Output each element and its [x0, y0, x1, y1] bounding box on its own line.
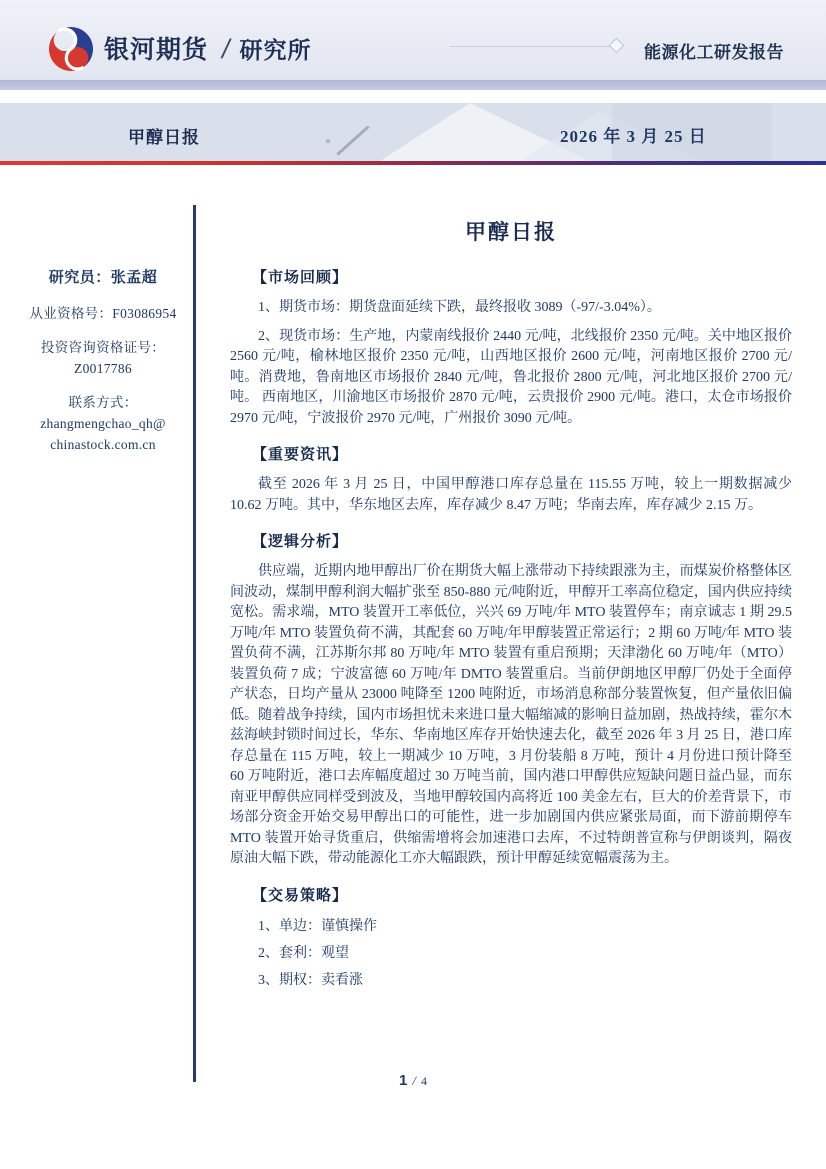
banner-report-date: 2026 年 3 月 25 日 — [560, 127, 707, 146]
page-footer — [0, 1072, 826, 1090]
contact-email-part1: zhangmengchao_qh@ — [40, 416, 166, 431]
practice-license-number: 从业资格号：F03086954 — [29, 306, 177, 321]
section-heading-important-news: 【重要资讯】 — [252, 447, 349, 463]
page-separator: / — [412, 1073, 416, 1088]
researcher-name: 研究员：张孟超 — [48, 270, 158, 286]
brand-slash: / — [222, 34, 230, 64]
paragraph-logic-analysis: 供应端，近期内地甲醇出厂价在期货大幅上涨带动下持续跟涨为主，而煤炭价格整体区间波动，煤制甲醇利润大幅扩张至 850-880 元/吨附近，甲醇开工率高位稳定，国内供应持续宽松。需求端，MTO 装置开工率低位，兴兴 69 万吨/年 MTO 装置停车；南京诚志 1 期 29.5 万吨/年 MTO 装置负荷不满，其配套 60 万吨/年甲醇装置正常运行；2 期 60 万吨/年 MTO 装置负荷不满，江苏斯尔邦 80 万吨/年 MTO 装置有重启预期；天津渤化 60 万吨/年（MTO）装置负荷 7 成；宁波富德 60 万吨/年 DMTO 装置重启。当前伊朗地区甲醇厂仍处于全面停产状态，日均产量从 23000 吨降至 1200 吨附近，市场消息称部分装置恢复，但产量依旧偏低。随着战争持续，国内市场担忧未来进口量大幅缩减的影响日益加剧，热战持续，霍尔木兹海峡封锁时间过长，华东、华南地区库存开始快速去化，截至 2026 年 3 月 25 日，港口库存总量在 115 万吨，较上一期减少 10 万吨，3 月份装船 8 万吨，预计 4 月份进口预计降至 60 万吨附近，港口去库幅度超过 30 万吨当前，国内港口甲醇供应短缺问题日益凸显，而东南亚甲醇供应同样受到波及，当地甲醇较国内高将近 100 美金左右，巨大的价差背景下，市场部分资金开始交易甲醇出口的可能性，进一步加剧国内供应紧张局面，而下游前期停车 MTO 装置开始寻货重启，供缩需增将会加速港口去库，不过特朗普宣称与伊朗谈判，隔夜原油大幅下跌，带动能源化工亦大幅跟跌，预计甲醇延续宽幅震荡为主。 — [230, 564, 792, 866]
section-important-news — [230, 443, 792, 516]
strategy-options: 3、期权：卖看涨 — [258, 972, 363, 988]
section-heading-trading-strategy: 【交易策略】 — [252, 887, 349, 904]
section-heading-logic-analysis: 【逻辑分析】 — [252, 534, 349, 550]
report-type-label: 能源化工研发报告 — [644, 43, 784, 62]
red-blue-gradient-rule — [0, 161, 826, 165]
researcher-sidebar — [22, 266, 184, 468]
strategy-unilateral: 1、单边：谨慎操作 — [258, 918, 377, 934]
contact-label: 联系方式： — [68, 395, 138, 410]
pencil-decoration-icon — [336, 125, 369, 155]
paragraph-futures-market: 1、期货市场：期货盘面延续下跌，最终报收 3089（-97/-3.04%）。 — [258, 300, 661, 315]
section-trading-strategy — [230, 884, 792, 991]
section-market-review — [230, 266, 792, 429]
header-bottom-band — [0, 80, 826, 90]
section-logic-analysis — [230, 530, 792, 870]
vertical-divider — [193, 205, 196, 1082]
header-rule-line — [450, 46, 612, 47]
section-heading-market-review: 【市场回顾】 — [252, 270, 349, 286]
diamond-icon — [609, 38, 625, 54]
paragraph-spot-market: 2、现货市场：生产地，内蒙南线报价 2440 元/吨，北线报价 2350 元/吨。关中地区报价 2560 元/吨，榆林地区报价 2350 元/吨，山西地区报价 2600 元/吨，河南地区报价 2700 元/吨。消费地，鲁南地区市场报价 2840 元/吨，鲁北报价 2800 元/吨，河北地区报价 2700 元/吨。 西南地区，川渝地区市场报价 2870 元/吨，云贵报价 2900 元/吨。港口，太仓市场报价 2970 元/吨，宁波报价 2970 元/吨，广州报价 3090 元/吨。 — [230, 328, 792, 426]
advisory-license-number: Z0017786 — [74, 361, 132, 376]
total-page-count: 4 — [420, 1074, 427, 1088]
document-title: 甲醇日报 — [465, 221, 557, 244]
paragraph-port-inventory: 截至 2026 年 3 月 25 日，中国甲醇港口库存总量在 115.55 万吨，较上一期数据减少 10.62 万吨。其中，华东地区去库，库存减少 8.47 万吨；华南去库，库存减少 2.15 万。 — [230, 477, 792, 513]
report-header — [0, 0, 826, 80]
current-page-number: 1 — [399, 1072, 408, 1089]
contact-email-part2: chinastock.com.cn — [50, 437, 156, 452]
report-body — [230, 212, 792, 997]
pencil-decoration-dot — [326, 139, 330, 143]
brand-row — [104, 30, 312, 66]
advisory-license-label: 投资咨询资格证号： — [40, 340, 166, 355]
strategy-arbitrage: 2、套利：观望 — [258, 945, 349, 961]
galaxy-futures-logo-icon — [48, 26, 94, 72]
brand-division: 研究所 — [239, 37, 312, 63]
brand-name: 银河期货 — [104, 36, 209, 64]
banner-report-title: 甲醇日报 — [128, 128, 200, 147]
report-banner — [0, 103, 826, 161]
